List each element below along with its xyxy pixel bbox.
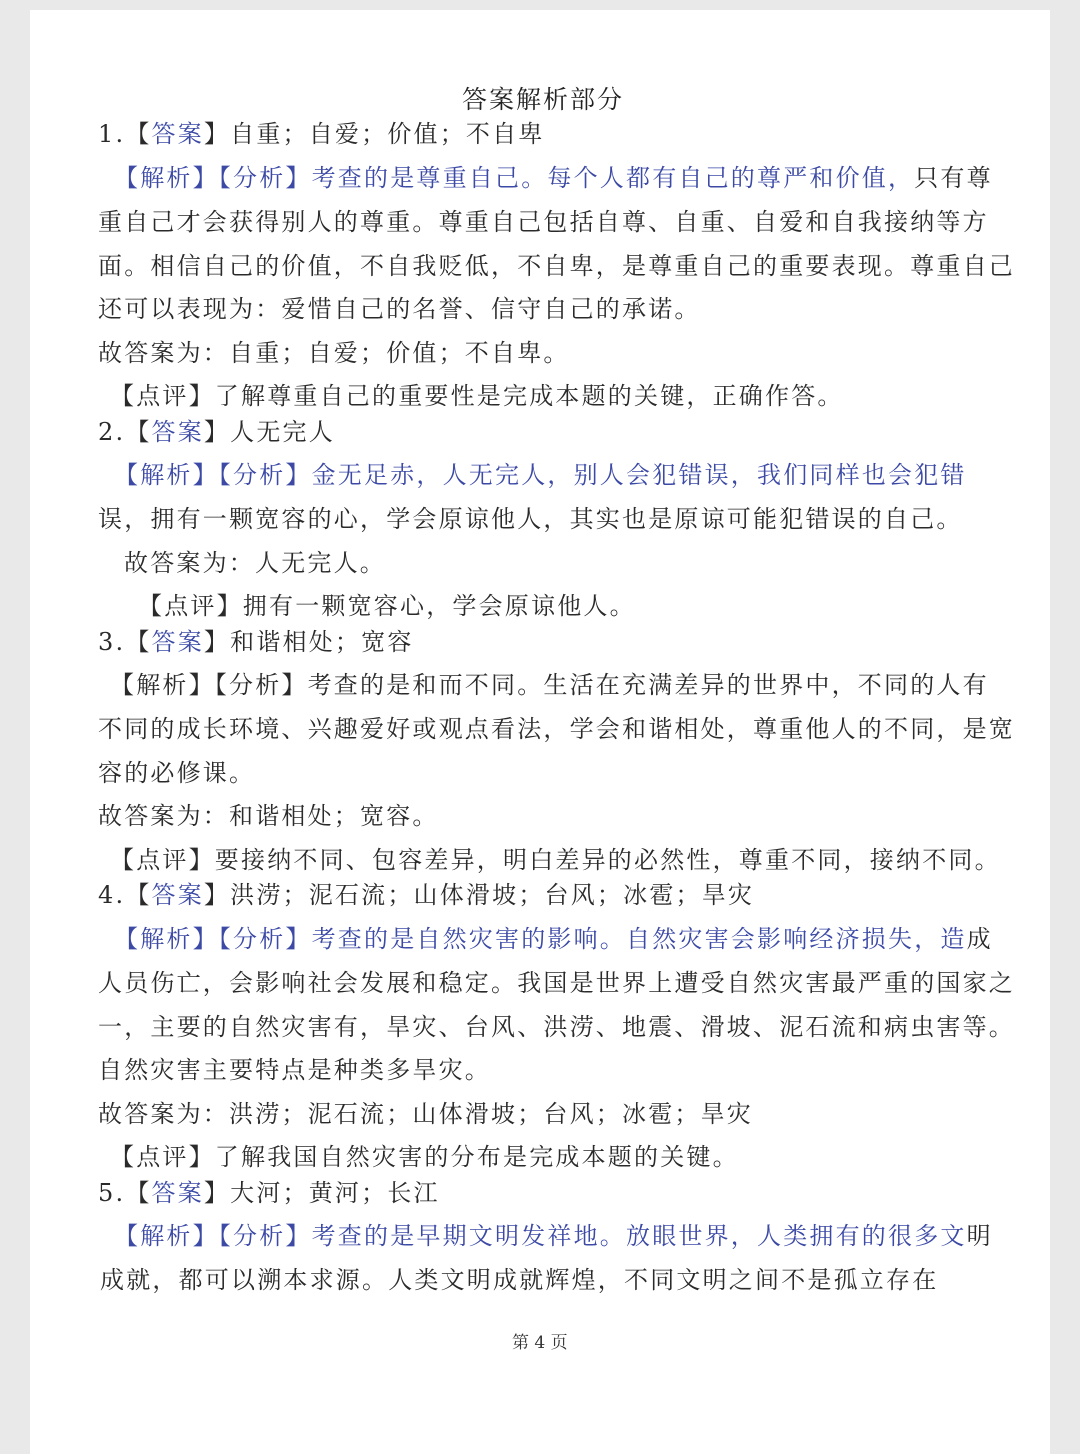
text-line	[98, 416, 335, 448]
text-line	[110, 669, 989, 701]
line-text: 容的必修课。	[98, 759, 256, 787]
text-line	[98, 800, 439, 832]
line-text: 5.	[98, 1179, 126, 1207]
line-text: 3.	[98, 628, 126, 656]
line-text: 成就，都可以溯本求源。人类文明成就辉煌，不同文明之间不是孤立存在	[100, 1266, 939, 1294]
line-text: 】洪涝；泥石流；山体滑坡；台风；冰雹；旱灾	[203, 881, 755, 909]
line-text: 】和谐相处；宽容	[203, 628, 414, 656]
highlighted-text: 【解析】【分析】考查的是尊重自己。每个人都有自己的尊严和价值，	[114, 164, 915, 192]
page-number: 第 4 页	[512, 1333, 568, 1353]
text-line	[114, 459, 967, 491]
text-line	[114, 162, 993, 194]
line-text: 4.	[98, 881, 126, 909]
line-text: 】大河；黄河；长江	[203, 1179, 440, 1207]
highlighted-text: 答案	[151, 418, 204, 446]
line-text: 一，主要的自然灾害有，旱灾、台风、洪涝、地震、滑坡、泥石流和病虫害等。	[98, 1013, 1015, 1041]
line-text: 【	[125, 628, 152, 656]
text-line	[110, 1141, 739, 1173]
text-line	[98, 503, 963, 535]
line-text: 面。相信自己的价值，不自我贬低，不自卑，是尊重自己的重要表现。尊重自己	[98, 252, 1015, 280]
text-line	[114, 923, 993, 955]
highlighted-text: 【解析】【分析】考查的是早期文明发祥地。放眼世界，人类拥有的很多文	[114, 1222, 967, 1250]
line-text: 】人无完人	[203, 418, 335, 446]
highlighted-text: 【解析】【分析】金无足赤，人无完人，别人会犯错误，我们同样也会犯错	[114, 461, 967, 489]
line-text: 【点评】了解我国自然灾害的分布是完成本题的关键。	[110, 1143, 739, 1171]
line-text: 成	[966, 925, 993, 953]
text-line	[98, 1098, 753, 1130]
highlighted-text: 答案	[151, 881, 204, 909]
highlighted-text: 答案	[151, 1179, 204, 1207]
text-line	[138, 590, 636, 622]
line-text: 2.	[98, 418, 126, 446]
text-line	[98, 1054, 491, 1086]
line-text: 故答案为：自重；自爱；价值；不自卑。	[98, 339, 570, 367]
line-text: 明	[966, 1222, 993, 1250]
line-text: 1.	[98, 120, 126, 148]
text-line	[98, 879, 754, 911]
text-line	[110, 844, 1001, 876]
line-text: 【	[125, 418, 152, 446]
text-line	[98, 967, 1015, 999]
line-text: 【点评】了解尊重自己的重要性是完成本题的关键，正确作答。	[110, 382, 844, 410]
line-text: 【	[125, 1179, 152, 1207]
text-line	[98, 118, 545, 150]
line-text: 【点评】拥有一颗宽容心，学会原谅他人。	[138, 592, 636, 620]
line-text: 还可以表现为：爱惜自己的名誉、信守自己的承诺。	[98, 295, 701, 323]
text-line	[98, 337, 570, 369]
text-line	[114, 1220, 993, 1252]
line-text: 【	[125, 881, 152, 909]
text-line	[124, 547, 386, 579]
text-line	[98, 206, 989, 238]
document-title: 答案解析部分	[462, 85, 625, 114]
line-text: 故答案为：和谐相处；宽容。	[98, 802, 439, 830]
text-line	[98, 1011, 1015, 1043]
highlighted-text: 答案	[151, 628, 204, 656]
line-text: 重自己才会获得别人的尊重。尊重自己包括自尊、自重、自爱和自我接纳等方	[98, 208, 989, 236]
line-text: 故答案为：洪涝；泥石流；山体滑坡；台风；冰雹；旱灾	[98, 1100, 753, 1128]
line-text: 人员伤亡，会影响社会发展和稳定。我国是世界上遭受自然灾害最严重的国家之	[98, 969, 1015, 997]
line-text: 故答案为：人无完人。	[124, 549, 386, 577]
text-line	[98, 713, 1015, 745]
text-line	[100, 1264, 938, 1296]
line-text: 】自重；自爱；价值；不自卑	[203, 120, 545, 148]
line-text: 不同的成长环境、兴趣爱好或观点看法，学会和谐相处，尊重他人的不同，是宽	[98, 715, 1015, 743]
line-text: 误，拥有一颗宽容的心，学会原谅他人，其实也是原谅可能犯错误的自己。	[98, 505, 963, 533]
text-line	[110, 380, 844, 412]
text-line	[98, 1177, 440, 1209]
text-line	[98, 757, 255, 789]
line-text: 【解析】【分析】考查的是和而不同。生活在充满差异的世界中，不同的人有	[110, 671, 989, 699]
text-line	[98, 626, 414, 658]
line-text: 【	[125, 120, 152, 148]
highlighted-text: 答案	[151, 120, 204, 148]
line-text: 自然灾害主要特点是种类多旱灾。	[98, 1056, 491, 1084]
document-page	[30, 10, 1050, 1454]
text-line	[98, 250, 1015, 282]
text-line	[98, 293, 701, 325]
highlighted-text: 【解析】【分析】考查的是自然灾害的影响。自然灾害会影响经济损失，造	[114, 925, 967, 953]
line-text: 只有尊	[914, 164, 993, 192]
line-text: 【点评】要接纳不同、包容差异，明白差异的必然性，尊重不同，接纳不同。	[110, 846, 1001, 874]
